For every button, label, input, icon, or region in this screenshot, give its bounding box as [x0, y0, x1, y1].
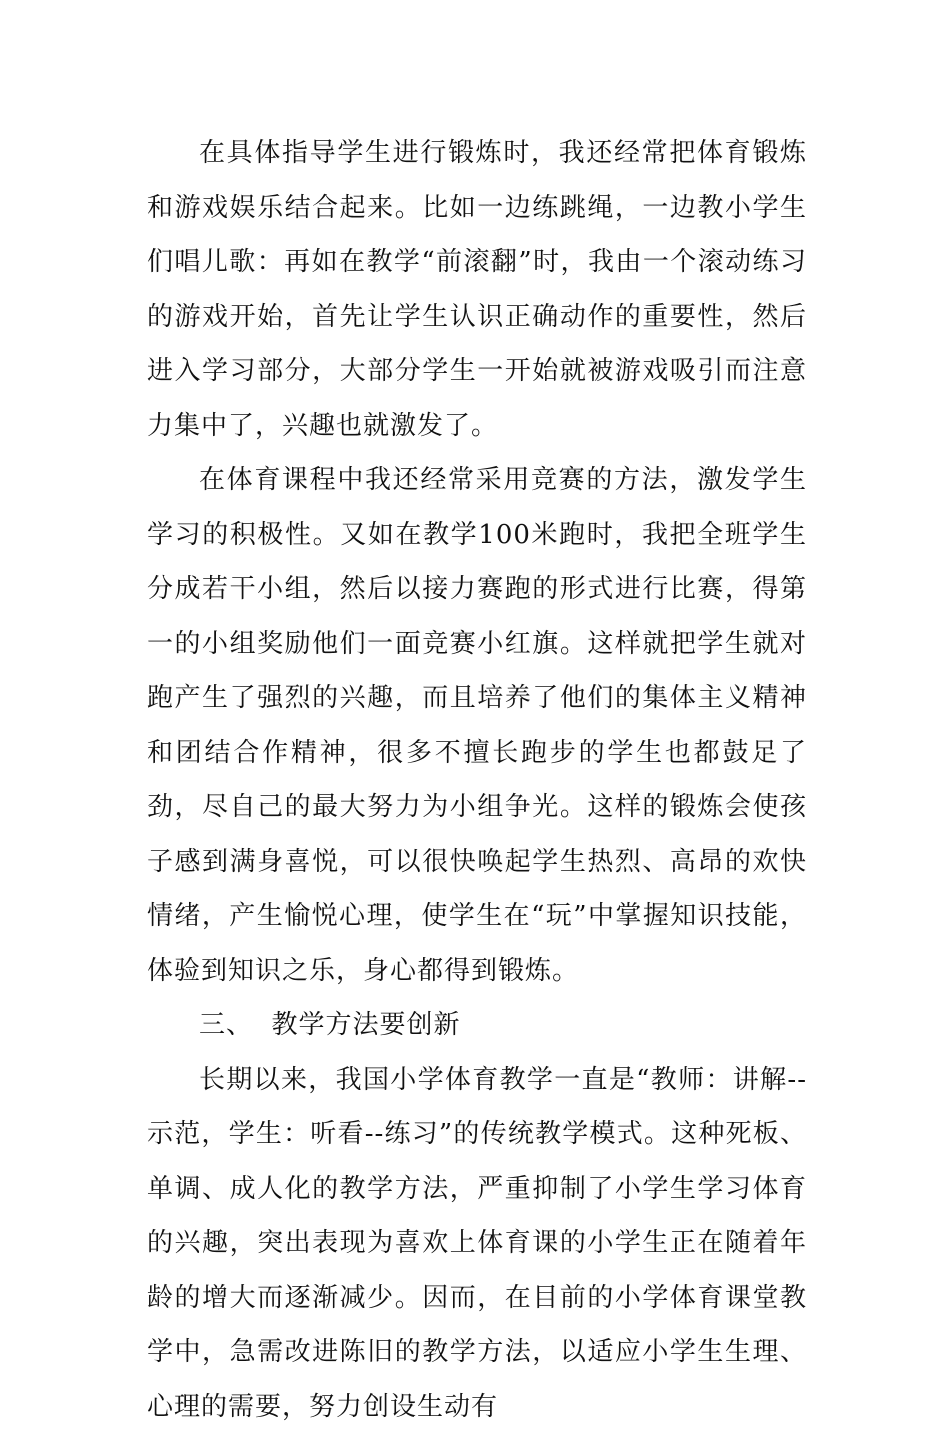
- paragraph-3: 长期以来，我国小学体育教学一直是“教师：讲解--示范，学生：听看--练习”的传统教学模式。这种死板、单调、成人化的教学方法，严重抑制了小学生学习体育的兴趣，突出表现为喜欢上体育课的小学生正在随着年龄的增大而逐渐减少。因而，在目前的小学体育课堂教学中，急需改进陈旧的教学方法，以适应小学生生理、心理的需要，努力创设生动有: [147, 1053, 807, 1434]
- section-heading: 三、 教学方法要创新: [147, 998, 807, 1053]
- paragraph-2: 在体育课程中我还经常采用竞赛的方法，激发学生学习的积极性。又如在教学100米跑时，我把全班学生分成若干小组，然后以接力赛跑的形式进行比赛，得第一的小组奖励他们一面竞赛小红旗。这样就把学生就对跑产生了强烈的兴趣，而且培养了他们的集体主义精神和团结合作精神，很多不擅长跑步的学生也都鼓足了劲，尽自己的最大努力为小组争光。这样的锻炼会使孩子感到满身喜悦，可以很快唤起学生热烈、高昂的欢快情绪，产生愉悦心理，使学生在“玩”中掌握知识技能，体验到知识之乐，身心都得到锻炼。: [147, 453, 807, 998]
- paragraph-1: 在具体指导学生进行锻炼时，我还经常把体育锻炼和游戏娱乐结合起来。比如一边练跳绳，一边教小学生们唱儿歌：再如在教学“前滚翻”时，我由一个滚动练习的游戏开始，首先让学生认识正确动作的重要性，然后进入学习部分，大部分学生一开始就被游戏吸引而注意力集中了，兴趣也就激发了。: [147, 126, 807, 453]
- document-body: [147, 126, 807, 1434]
